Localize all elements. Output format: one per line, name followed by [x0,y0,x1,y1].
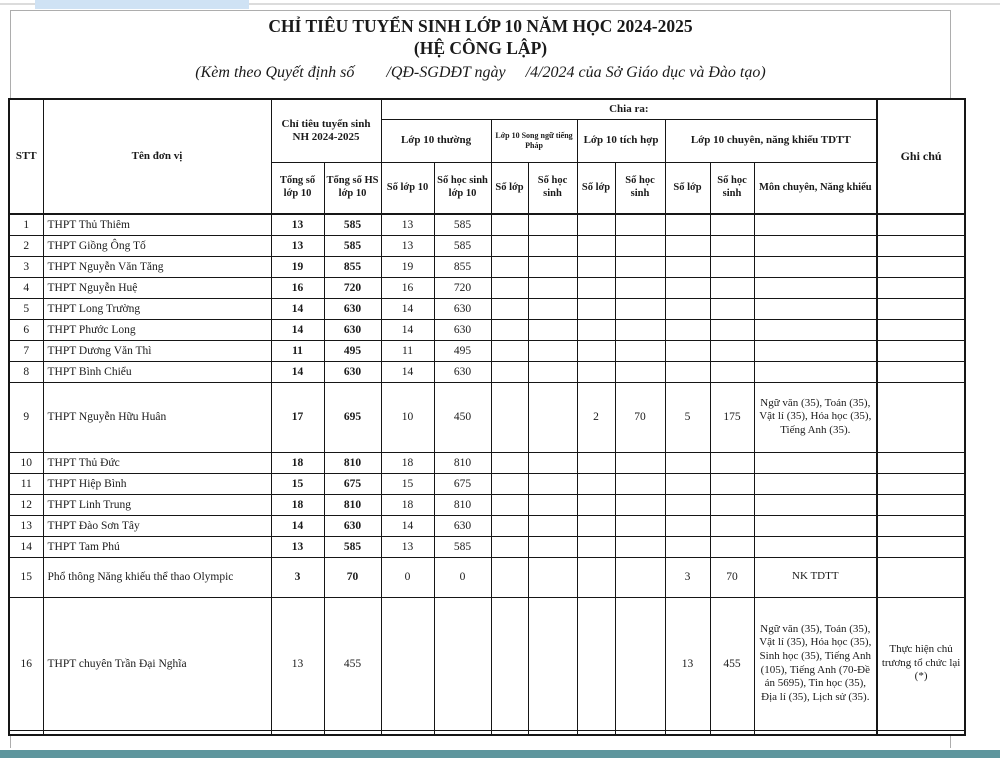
cell-int-classes: 2 [577,382,615,452]
cell-spec-classes: 3 [665,557,710,597]
doc-subtitle: (Kèm theo Quyết định số /QĐ-SGDĐT ngày /4/2024 của Sở Giáo dục và Đào tạo) [195,63,766,81]
cell-total-students: 720 [324,277,381,298]
cell-spec-students [710,473,754,494]
filler-cell [665,730,710,735]
selection-highlight [35,0,249,9]
cell-fr-classes [491,515,528,536]
cell-note [877,277,965,298]
cell-name: THPT Đào Sơn Tây [43,515,271,536]
cell-note [877,452,965,473]
cell-int-students [615,277,665,298]
cell-subjects [754,452,877,473]
cell-total-students: 70 [324,557,381,597]
cell-stt: 16 [9,597,43,730]
cell-subjects [754,235,877,256]
cell-subjects [754,536,877,557]
cell-total-students: 495 [324,340,381,361]
cell-spec-classes [665,340,710,361]
table-row [9,382,965,452]
table-row [9,319,965,340]
filler-cell [324,730,381,735]
col-header-total-students: Tổng số HS lớp 10 [324,162,381,214]
table-row [9,256,965,277]
cell-reg-students: 675 [434,473,491,494]
cell-subjects: Ngữ văn (35), Toán (35), Vật lí (35), Hóa học (35), Sinh học (35), Tiếng Anh (105), Tiếng Anh (70-Đề án 5695), Tin học (35), Địa lí (35), Lịch sử (35). [754,597,877,730]
cell-note [877,298,965,319]
cell-fr-students [528,361,577,382]
cell-spec-classes [665,214,710,235]
cell-total-classes: 3 [271,557,324,597]
cell-fr-students [528,340,577,361]
cell-note: Thực hiện chủ trương tổ chức lại (*) [877,597,965,730]
cell-reg-classes: 14 [381,298,434,319]
cell-reg-students: 630 [434,515,491,536]
cell-reg-classes: 10 [381,382,434,452]
cell-spec-classes [665,319,710,340]
cell-reg-students: 585 [434,235,491,256]
cell-total-students: 630 [324,515,381,536]
col-header-quota-group: Chỉ tiêu tuyển sinh NH 2024-2025 [271,99,381,162]
table-body [9,214,965,730]
quota-table [8,98,966,736]
bottom-bar [0,750,1000,758]
filler-cell [877,730,965,735]
header-row-groups [9,99,965,119]
cell-total-classes: 18 [271,452,324,473]
cell-fr-classes [491,214,528,235]
cell-spec-students: 70 [710,557,754,597]
cell-subjects [754,473,877,494]
col-header-unit-name: Tên đơn vị [43,99,271,214]
cell-int-students: 70 [615,382,665,452]
col-header-french-classes: Số lớp [491,162,528,214]
cell-subjects [754,214,877,235]
cell-stt: 1 [9,214,43,235]
cell-int-classes [577,597,615,730]
col-header-integrated-students: Số học sinh [615,162,665,214]
cell-note [877,319,965,340]
cell-name: THPT Nguyễn Văn Tăng [43,256,271,277]
cell-name: THPT Phước Long [43,319,271,340]
cell-spec-students [710,494,754,515]
cell-stt: 5 [9,298,43,319]
cell-fr-students [528,298,577,319]
cell-name: THPT Nguyễn Huệ [43,277,271,298]
cell-reg-classes: 0 [381,557,434,597]
cell-spec-students [710,298,754,319]
cell-stt: 9 [9,382,43,452]
cell-name: THPT Tam Phú [43,536,271,557]
cell-stt: 6 [9,319,43,340]
cell-fr-classes [491,340,528,361]
cell-fr-students [528,256,577,277]
cell-reg-classes: 14 [381,319,434,340]
cell-total-classes: 16 [271,277,324,298]
table-row [9,235,965,256]
table-row [9,557,965,597]
cell-subjects [754,319,877,340]
table-row [9,361,965,382]
col-header-reg-classes: Số lớp 10 [381,162,434,214]
cell-subjects [754,494,877,515]
cell-total-classes: 11 [271,340,324,361]
cell-subjects [754,340,877,361]
cell-reg-classes: 13 [381,214,434,235]
cell-name: THPT Hiệp Bình [43,473,271,494]
cell-stt: 15 [9,557,43,597]
cell-fr-classes [491,494,528,515]
cell-name: THPT Long Trường [43,298,271,319]
cell-int-students [615,214,665,235]
cell-fr-classes [491,235,528,256]
cell-spec-classes [665,536,710,557]
cell-name: THPT Thủ Đức [43,452,271,473]
cell-spec-classes [665,515,710,536]
cell-total-students: 630 [324,319,381,340]
col-header-french-group: Lớp 10 Song ngữ tiếng Pháp [491,119,577,162]
filler-cell [491,730,528,735]
cell-subjects [754,361,877,382]
table-row [9,214,965,235]
cell-subjects: NK TDTT [754,557,877,597]
cell-int-classes [577,235,615,256]
col-header-stt: STT [9,99,43,214]
cell-fr-classes [491,557,528,597]
cell-spec-students [710,214,754,235]
cell-total-students: 810 [324,494,381,515]
cell-total-classes: 14 [271,298,324,319]
cell-spec-classes [665,452,710,473]
cell-stt: 13 [9,515,43,536]
cell-reg-students: 630 [434,361,491,382]
cell-reg-students: 810 [434,452,491,473]
table-row [9,340,965,361]
cell-spec-students [710,256,754,277]
cell-fr-classes [491,319,528,340]
table-row [9,298,965,319]
cell-reg-classes: 18 [381,452,434,473]
cell-int-students [615,452,665,473]
cell-reg-students: 495 [434,340,491,361]
cell-stt: 8 [9,361,43,382]
cell-reg-classes: 18 [381,494,434,515]
cell-int-classes [577,361,615,382]
cell-spec-classes [665,277,710,298]
cell-spec-students [710,235,754,256]
col-header-subjects: Môn chuyên, Năng khiếu [754,162,877,214]
cell-fr-classes [491,277,528,298]
cell-name: THPT Thủ Thiêm [43,214,271,235]
cell-note [877,340,965,361]
cell-reg-students: 585 [434,536,491,557]
cell-stt: 3 [9,256,43,277]
cell-spec-classes [665,298,710,319]
cell-int-classes [577,214,615,235]
filler-row [9,730,965,735]
cell-fr-students [528,452,577,473]
cell-spec-classes [665,235,710,256]
cell-total-classes: 13 [271,597,324,730]
cell-int-students [615,319,665,340]
cell-fr-classes [491,298,528,319]
col-header-spec-students: Số học sinh [710,162,754,214]
col-header-integrated-group: Lớp 10 tích hợp [577,119,665,162]
cell-total-classes: 13 [271,235,324,256]
cell-reg-students: 810 [434,494,491,515]
cell-spec-students [710,277,754,298]
table-filler-row-group [9,730,965,735]
filler-cell [615,730,665,735]
cell-int-students [615,473,665,494]
cell-fr-students [528,597,577,730]
cell-reg-students: 450 [434,382,491,452]
cell-fr-students [528,214,577,235]
cell-total-students: 810 [324,452,381,473]
cell-subjects [754,298,877,319]
cell-spec-students [710,452,754,473]
col-header-integrated-classes: Số lớp [577,162,615,214]
cell-name: THPT Giồng Ông Tố [43,235,271,256]
cell-spec-students [710,319,754,340]
cell-reg-classes: 19 [381,256,434,277]
cell-int-students [615,557,665,597]
col-header-spec-classes: Số lớp [665,162,710,214]
cell-fr-students [528,382,577,452]
filler-cell [381,730,434,735]
cell-total-classes: 18 [271,494,324,515]
cell-note [877,361,965,382]
cell-name: Phổ thông Năng khiếu thể thao Olympic [43,557,271,597]
table-row [9,494,965,515]
cell-stt: 11 [9,473,43,494]
col-header-total-classes: Tổng số lớp 10 [271,162,324,214]
table-row [9,277,965,298]
cell-int-students [615,515,665,536]
cell-reg-students: 585 [434,214,491,235]
cell-int-students [615,256,665,277]
cell-total-students: 630 [324,298,381,319]
cell-int-classes [577,340,615,361]
cell-spec-students [710,536,754,557]
filler-cell [43,730,271,735]
cell-int-students [615,536,665,557]
cell-spec-students [710,515,754,536]
cell-int-students [615,298,665,319]
filler-cell [577,730,615,735]
cell-spec-classes [665,494,710,515]
cell-subjects: Ngữ văn (35), Toán (35), Vật lí (35), Hóa học (35), Tiếng Anh (35). [754,382,877,452]
cell-reg-students: 630 [434,298,491,319]
cell-spec-classes: 5 [665,382,710,452]
cell-reg-students: 0 [434,557,491,597]
cell-stt: 2 [9,235,43,256]
cell-int-students [615,235,665,256]
cell-int-classes [577,298,615,319]
cell-reg-students: 855 [434,256,491,277]
table-row [9,597,965,730]
cell-note [877,382,965,452]
cell-int-students [615,340,665,361]
cell-total-classes: 15 [271,473,324,494]
cell-fr-students [528,319,577,340]
cell-note [877,536,965,557]
filler-cell [9,730,43,735]
cell-fr-classes [491,452,528,473]
cell-fr-students [528,515,577,536]
cell-reg-classes: 14 [381,515,434,536]
cell-spec-students [710,361,754,382]
doc-title-line1: CHỈ TIÊU TUYỂN SINH LỚP 10 NĂM HỌC 2024-2025 [268,16,693,36]
cell-int-classes [577,473,615,494]
cell-int-classes [577,557,615,597]
cell-note [877,214,965,235]
cell-note [877,235,965,256]
cell-fr-classes [491,361,528,382]
cell-fr-students [528,557,577,597]
cell-spec-classes: 13 [665,597,710,730]
cell-note [877,473,965,494]
cell-reg-classes: 14 [381,361,434,382]
cell-stt: 14 [9,536,43,557]
cell-total-students: 585 [324,214,381,235]
cell-name: THPT chuyên Trần Đại Nghĩa [43,597,271,730]
cell-total-classes: 13 [271,536,324,557]
table-row [9,473,965,494]
cell-total-classes: 17 [271,382,324,452]
col-header-regular-group: Lớp 10 thường [381,119,491,162]
cell-fr-classes [491,382,528,452]
filler-cell [271,730,324,735]
filler-cell [710,730,754,735]
cell-reg-classes: 13 [381,536,434,557]
cell-fr-classes [491,256,528,277]
cell-note [877,557,965,597]
col-header-reg-students: Số học sinh lớp 10 [434,162,491,214]
cell-note [877,256,965,277]
cell-stt: 10 [9,452,43,473]
cell-fr-classes [491,536,528,557]
cell-note [877,515,965,536]
cell-stt: 7 [9,340,43,361]
cell-spec-classes [665,473,710,494]
cell-fr-classes [491,473,528,494]
cell-spec-students: 455 [710,597,754,730]
cell-name: THPT Linh Trung [43,494,271,515]
table-row [9,515,965,536]
cell-spec-classes [665,256,710,277]
cell-reg-classes: 11 [381,340,434,361]
cell-int-classes [577,515,615,536]
cell-fr-students [528,277,577,298]
col-header-french-students: Số học sinh [528,162,577,214]
document-header [11,11,950,82]
cell-int-classes [577,256,615,277]
cell-total-classes: 14 [271,515,324,536]
cell-total-students: 630 [324,361,381,382]
cell-reg-classes [381,597,434,730]
cell-int-classes [577,277,615,298]
cell-total-students: 695 [324,382,381,452]
cell-note [877,494,965,515]
cell-total-students: 585 [324,235,381,256]
cell-subjects [754,515,877,536]
cell-name: THPT Bình Chiểu [43,361,271,382]
cell-int-classes [577,319,615,340]
col-header-specialized-group: Lớp 10 chuyên, năng khiếu TDTT [665,119,877,162]
cell-reg-classes: 13 [381,235,434,256]
cell-total-students: 675 [324,473,381,494]
cell-total-students: 455 [324,597,381,730]
cell-total-classes: 13 [271,214,324,235]
cell-int-students [615,494,665,515]
cell-spec-students [710,340,754,361]
cell-fr-students [528,473,577,494]
filler-cell [528,730,577,735]
cell-fr-students [528,494,577,515]
cell-subjects [754,256,877,277]
col-header-divided: Chia ra: [381,99,877,119]
table-header [9,99,965,214]
cell-int-classes [577,536,615,557]
cell-total-students: 855 [324,256,381,277]
cell-int-classes [577,494,615,515]
doc-title-line2: (HỆ CÔNG LẬP) [413,37,548,58]
cell-fr-classes [491,597,528,730]
cell-reg-students [434,597,491,730]
cell-total-classes: 19 [271,256,324,277]
table-row [9,452,965,473]
cell-stt: 4 [9,277,43,298]
cell-total-students: 585 [324,536,381,557]
table-row [9,536,965,557]
filler-cell [434,730,491,735]
cell-stt: 12 [9,494,43,515]
cell-int-students [615,597,665,730]
cell-total-classes: 14 [271,319,324,340]
cell-fr-students [528,536,577,557]
cell-reg-classes: 15 [381,473,434,494]
cell-reg-students: 630 [434,319,491,340]
cell-fr-students [528,235,577,256]
cell-name: THPT Dương Văn Thì [43,340,271,361]
filler-cell [754,730,877,735]
cell-int-students [615,361,665,382]
cell-reg-students: 720 [434,277,491,298]
cell-reg-classes: 16 [381,277,434,298]
cell-spec-students: 175 [710,382,754,452]
cell-name: THPT Nguyễn Hữu Huân [43,382,271,452]
cell-total-classes: 14 [271,361,324,382]
cell-spec-classes [665,361,710,382]
cell-subjects [754,277,877,298]
cell-int-classes [577,452,615,473]
col-header-note: Ghi chú [877,99,965,214]
